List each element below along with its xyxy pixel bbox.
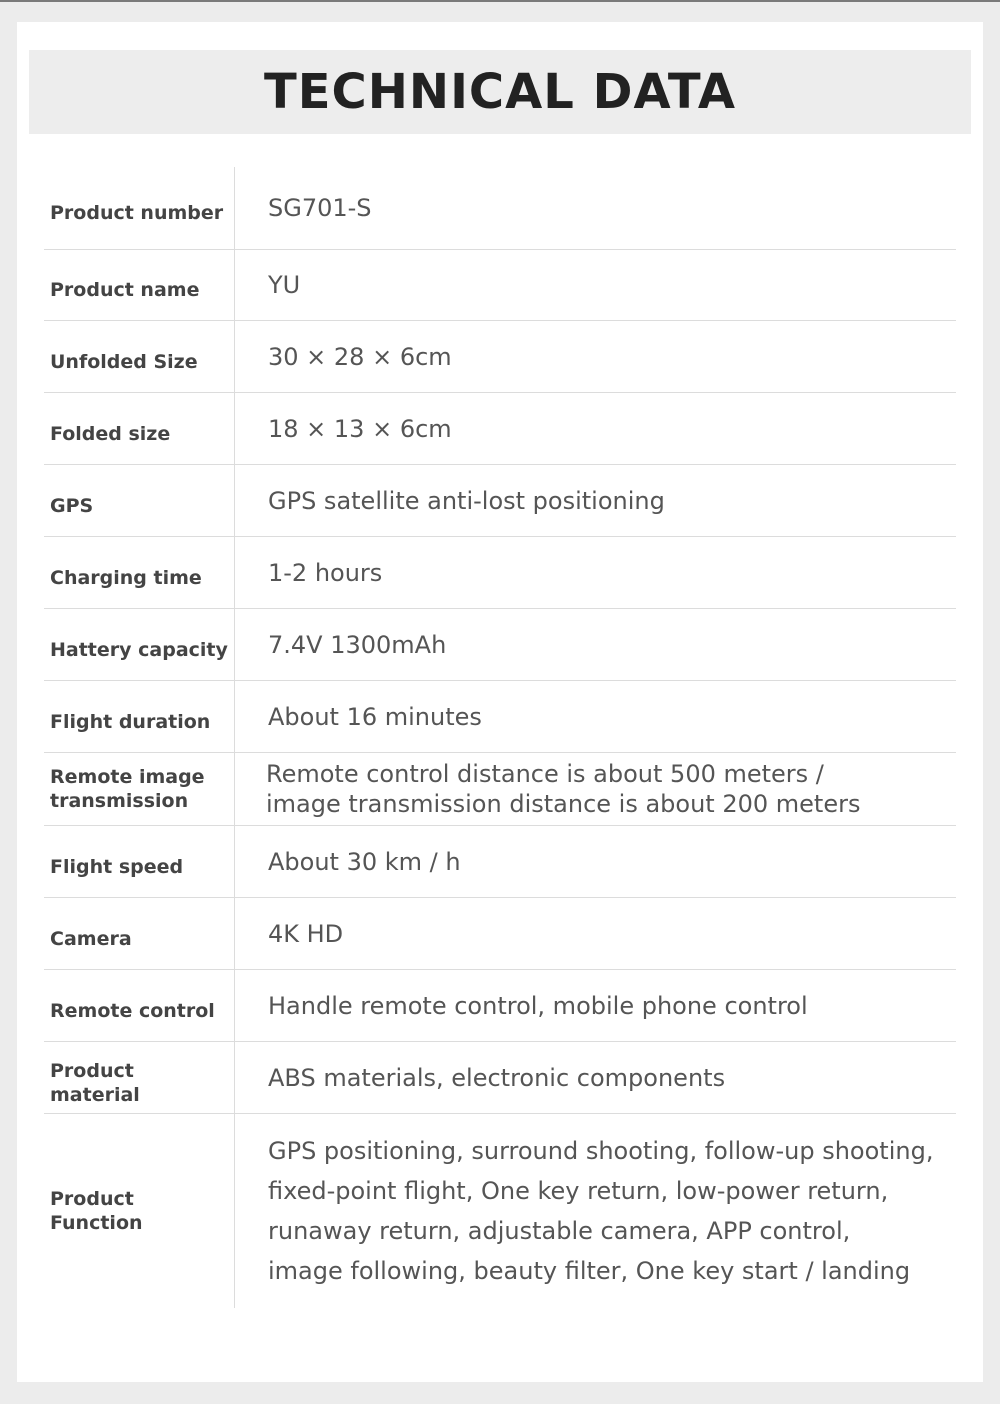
technical-data-card [17, 22, 983, 1382]
spec-label: Product material [44, 1042, 235, 1113]
spec-value: About 16 minutes [268, 702, 482, 731]
spec-value-line: image transmission distance is about 200 meters [266, 790, 861, 818]
spec-row-remote-image-transmission [44, 753, 956, 826]
page-title: TECHNICAL DATA [263, 64, 737, 120]
top-divider [0, 0, 1000, 2]
spec-value: 18 × 13 × 6cm [268, 414, 452, 443]
spec-value: SG701-S [268, 194, 372, 222]
spec-label: Folded size [44, 393, 235, 464]
spec-value: YU [268, 271, 301, 299]
spec-label [44, 753, 235, 825]
spec-label: Flight speed [44, 826, 235, 897]
spec-label: Product name [44, 250, 235, 320]
spec-value: 1-2 hours [268, 558, 383, 587]
spec-row-product-material [44, 1042, 956, 1114]
spec-label: Remote control [44, 970, 235, 1041]
spec-value: 30 × 28 × 6cm [268, 342, 452, 371]
spec-value: GPS satellite anti-lost positioning [268, 486, 665, 515]
spec-row-product-number [44, 167, 956, 250]
spec-value: About 30 km / h [268, 847, 461, 876]
spec-row-flight-speed [44, 826, 956, 898]
spec-value: ABS materials, electronic components [268, 1063, 726, 1092]
spec-row-remote-control [44, 970, 956, 1042]
spec-row-charging-time [44, 537, 956, 609]
spec-value-line: runaway return, adjustable camera, APP control, [268, 1217, 851, 1245]
spec-label: Product Function [44, 1114, 235, 1308]
spec-table [44, 167, 956, 1308]
spec-label-line: Remote image [50, 766, 205, 788]
spec-label-line: transmission [50, 790, 189, 812]
spec-label: GPS [44, 465, 235, 536]
spec-row-gps [44, 465, 956, 537]
spec-row-unfolded-size [44, 321, 956, 393]
spec-value-line: GPS positioning, surround shooting, follow-up shooting, [268, 1137, 934, 1165]
spec-label: Hattery capacity [44, 609, 235, 680]
spec-row-camera [44, 898, 956, 970]
spec-value-line: image following, beauty filter, One key start / landing [268, 1257, 911, 1285]
spec-label: Unfolded Size [44, 321, 235, 392]
spec-value: 7.4V 1300mAh [268, 630, 447, 659]
spec-value: 4K HD [268, 919, 344, 948]
spec-value-line: fixed-point flight, One key return, low-power return, [268, 1177, 889, 1205]
spec-value-line: Remote control distance is about 500 meters / [266, 760, 824, 788]
spec-label: Flight duration [44, 681, 235, 752]
spec-row-product-function [44, 1114, 956, 1308]
spec-label: Camera [44, 898, 235, 969]
title-banner [29, 50, 971, 134]
spec-label: Product number [44, 167, 235, 249]
spec-row-product-name [44, 250, 956, 321]
spec-row-folded-size [44, 393, 956, 465]
spec-label: Charging time [44, 537, 235, 608]
spec-row-battery-capacity [44, 609, 956, 681]
spec-value: Handle remote control, mobile phone control [268, 991, 808, 1020]
spec-row-flight-duration [44, 681, 956, 753]
spec-value [235, 753, 956, 825]
spec-value [235, 1114, 956, 1308]
